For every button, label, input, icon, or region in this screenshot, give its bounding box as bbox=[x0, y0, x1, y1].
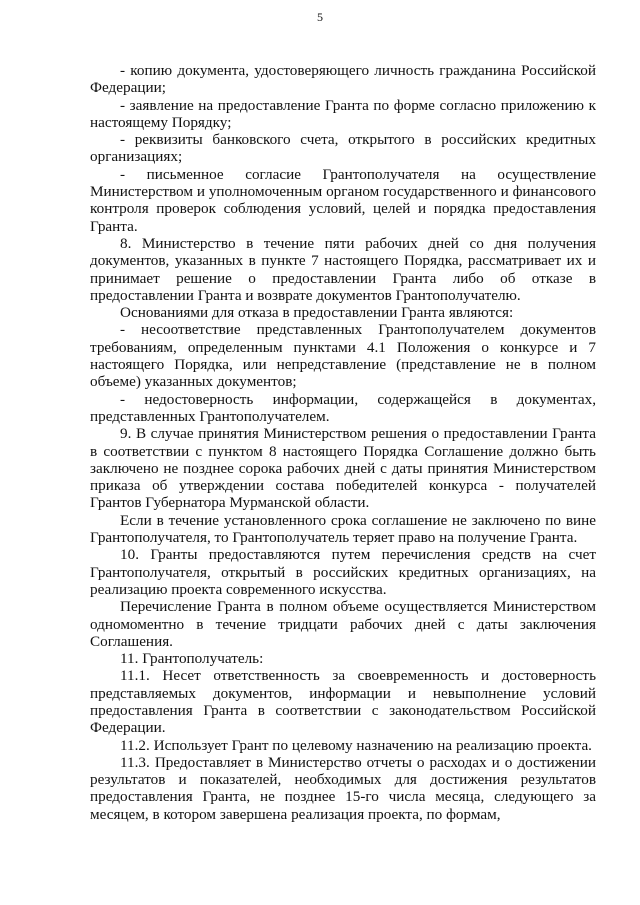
paragraph-clause-11-1: 11.1. Несет ответственность за своевременность и достоверность представляемых документов, информации и невыполнение условий предоставления Гранта в соответствии с законодательством Российской Федерации. bbox=[90, 667, 596, 737]
paragraph-clause-9: 9. В случае принятия Министерством решения о предоставлении Гранта в соответствии с пунктом 8 настоящего Порядка Соглашение должно быть заключено не позднее сорока рабочих дней с даты принятия Министерством приказа об утверждении состава победителей конкурса - получателей Грантов Губернатора Мурманской области. bbox=[90, 425, 596, 512]
page-number: 5 bbox=[317, 10, 323, 24]
document-body bbox=[90, 62, 596, 823]
paragraph-written-consent: - письменное согласие Грантополучателя на осуществление Министерством и уполномоченным органом государственного и финансового контроля проверок соблюдения условий, целей и порядка предоставления Гранта. bbox=[90, 165, 596, 235]
paragraph-clause-11: 11. Грантополучатель: bbox=[120, 650, 264, 668]
paragraph-bank-details: - реквизиты банковского счета, открытого в российских кредитных организациях; bbox=[90, 131, 596, 166]
paragraph-refusal-inaccuracy: - недостоверность информации, содержащейся в документах, представленных Грантополучателем. bbox=[90, 390, 596, 425]
paragraph-clause-10: 10. Гранты предоставляются путем перечисления средств на счет Грантополучателя, открытый в российских кредитных организациях, на реализацию проекта современного искусства. bbox=[90, 546, 596, 598]
paragraph-clause-8: 8. Министерство в течение пяти рабочих дней со дня получения документов, указанных в пункте 7 настоящего Порядка, рассматривает их и принимает решение о предоставлении Гранта либо об отказе в предоставлении Гранта и возврате документов Грантополучателю. bbox=[90, 234, 596, 304]
paragraph-agreement-deadline: Если в течение установленного срока соглашение не заключено по вине Грантополучателя, то Грантополучатель теряет право на получение Гранта. bbox=[90, 511, 596, 547]
paragraph-clause-11-3: 11.3. Предоставляет в Министерство отчеты о расходах и о достижении результатов и показателей, необходимых для достижения результатов предоставления Гранта, не позднее 15-го числа месяца, следующего за месяцем, в котором завершена реализация проекта, по формам, bbox=[90, 753, 596, 823]
paragraph-clause-11-2: 11.2. Использует Грант по целевому назначению на реализацию проекта. bbox=[120, 736, 592, 754]
paragraph-grant-transfer: Перечисление Гранта в полном объеме осуществляется Министерством одномоментно в течение тридцати рабочих дней с даты заключения Соглашения. bbox=[90, 598, 596, 650]
paragraph-refusal-grounds: Основаниями для отказа в предоставлении Гранта являются: bbox=[120, 304, 514, 322]
paragraph-identity-document: - копию документа, удостоверяющего личность гражданина Российской Федерации; bbox=[90, 62, 596, 97]
paragraph-grant-application: - заявление на предоставление Гранта по форме согласно приложению к настоящему Порядку; bbox=[90, 96, 596, 131]
paragraph-refusal-noncompliance: - несоответствие представленных Грантополучателем документов требованиям, определенным пунктами 4.1 Положения о конкурсе и 7 настоящего Порядка, или непредставление (представление не в полном объеме) указанных документов; bbox=[90, 321, 596, 391]
